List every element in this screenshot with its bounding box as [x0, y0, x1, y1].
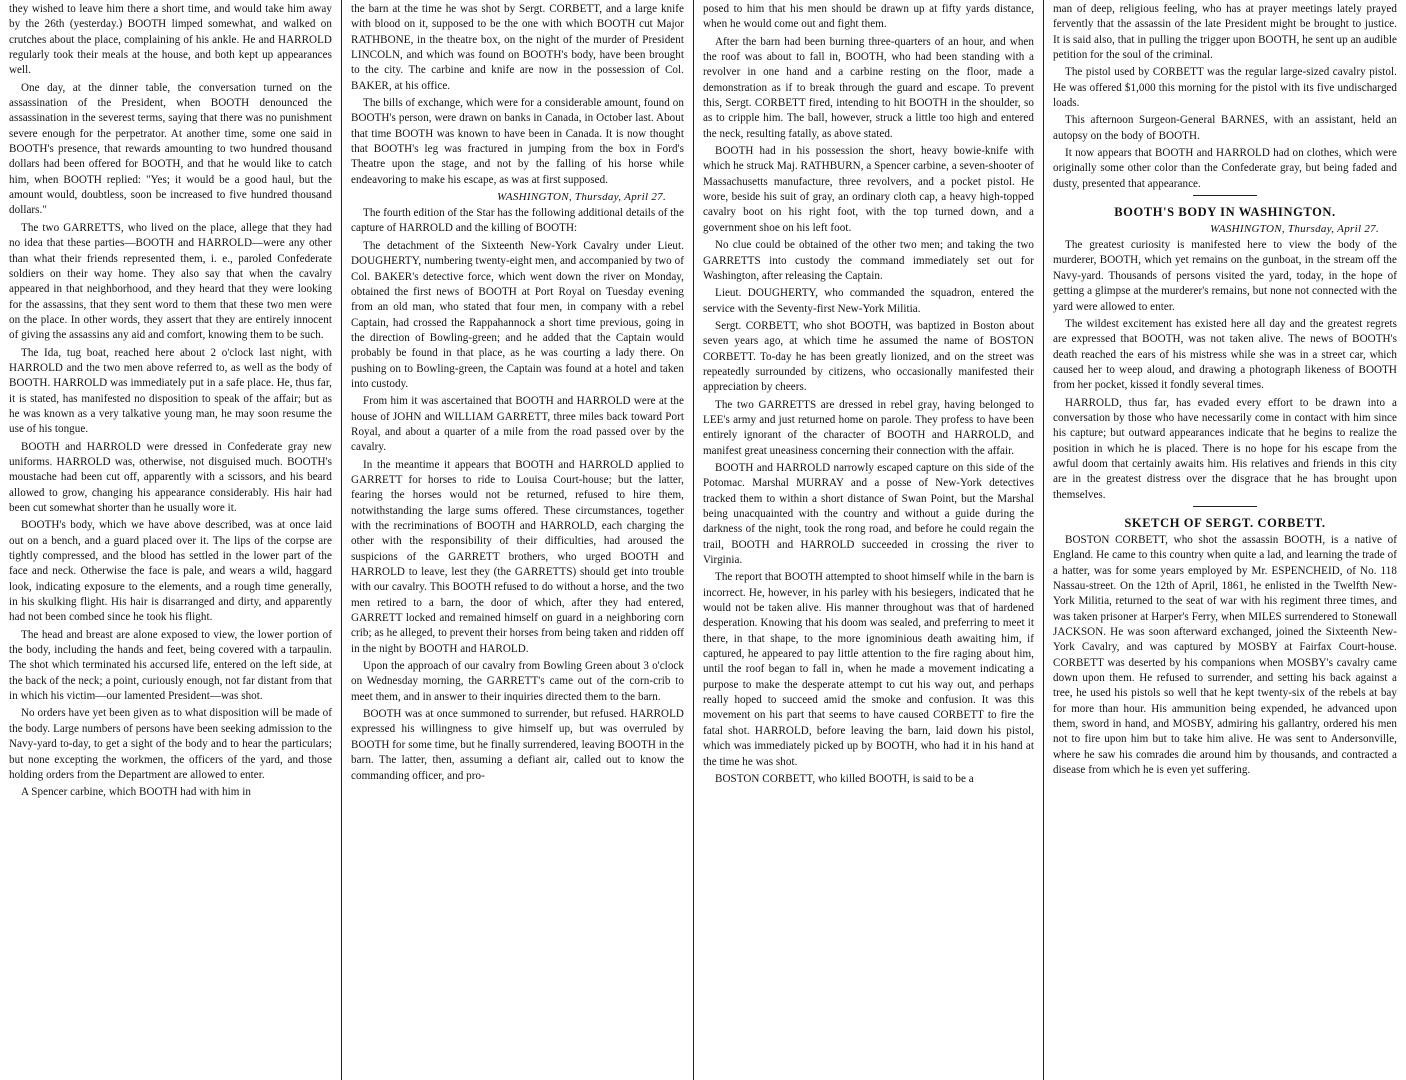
article-paragraph: posed to him that his men should be drawn up at fifty yards distance, when he would come out and fight them. — [703, 3, 1034, 31]
article-paragraph: The two GARRETTS, who lived on the place, allege that they had no idea that these parties—BOOTH and HARROLD—were any other than what their friends represented them, i. e., paroled Confederate soldiers on their way home. They also say that when the cavalry appeared in that neighborhood, and they heard that they were looking for the assassins, that they sent word to them that these two men were on the place. In other words, they assert that they are entirely innocent of giving the assassins any aid and comfort, knowing them to be such. — [9, 221, 332, 342]
article-paragraph: In the meantime it appears that BOOTH and HARROLD applied to GARRETT for horses to ride to Louisa Court-house; but the latter, fearing the horses would not be returned, refused to hire them, notwithstanding the large sums offered. These circumstances, together with the recriminations of BOOTH and HARROLD, each charging the other with the responsibility of their difficulties, had aroused the suspicions of the GARRETT brothers, who urged BOOTH and HARROLD to leave, lest they (the GARRETTS) should get into trouble with our cavalry. This BOOTH refused to do without a horse, and the two men retired to a barn, the door of which, after they had entered, GARRETT locked and remained himself on guard in a neighboring corn crib; as he alleged, to prevent their horses from being taken and ridden off in the night by BOOTH and HAROLD. — [351, 458, 684, 655]
article-paragraph: BOOTH had in his possession the short, heavy bowie-knife with which he struck Maj. RATHBURN, a Spencer carbine, a seven-shooter of Massachusetts manufacture, three revolvers, and a pocket pistol. He wore, beside his suit of gray, an ordinary cloth cap, a heavy high-topped cavalry boot on his right foot, with the top turned down, and a government shoe on his left foot. — [703, 145, 1034, 234]
article-paragraph: the barn at the time he was shot by Sergt. CORBETT, and a large knife with blood on it, supposed to be the one with which BOOTH cut Major RATHBONE, in the theatre box, on the night of the murder of President LINCOLN, and which was found on BOOTH's body, have been brought to the city. The carbine and knife are now in the possession of Col. BAKER, at his office. — [351, 3, 684, 92]
article-paragraph: One day, at the dinner table, the conversation turned on the assassination of the President, when BOOTH denounced the assassination in the severest terms, saying that there was no punishment severe enough for the perpetrator. At another time, some one said in BOOTH's presence, that rewards amounting to two hundred thousand dollars had been offered for BOOTH, and that he would like to catch him, when BOOTH replied: "Yes; it would be a good haul, but the amount would, doubtless, soon be increased to five hundred thousand dollars." — [9, 81, 332, 217]
article-paragraph: The report that BOOTH attempted to shoot himself while in the barn is incorrect. He, however, in his parley with his besiegers, indicated that he would not be taken alive. His manner throughout was that of hardened desperation. Knowing that his doom was sealed, and preferring to meet it there, in that shape, to the more ignominious death awaiting him, if captured, he appeared to pay little attention to the fire raging about him, until the roof began to fall in, when he made a movement indicating a purpose to make the desperate attempt to cut his way out, and perhaps really hoped to succeed amid the smoke and confusion. It was this movement on his part that seems to have caused CORBETT to fire the fatal shot. HARROLD, before leaving the barn, laid down his pistol, which was immediately picked up by BOOTH, who had it in his hand at the time he was shot. — [703, 571, 1034, 768]
article-paragraph: BOSTON CORBETT, who killed BOOTH, is said to be a — [715, 772, 974, 785]
section-headline: SKETCH OF SERGT. CORBETT. — [1124, 515, 1326, 530]
article-paragraph: After the barn had been burning three-quarters of an hour, and when the roof was about to fall in, BOOTH, who had been standing with a revolver in one hand and a carbine resting on the floor, made a demonstration as if to break through the guard and escape. To prevent this, Sergt. CORBETT fired, intending to hit BOOTH in the shoulder, so as to cripple him. The ball, however, struck a little too high and entered the neck, resulting fatally, as above stated. — [703, 35, 1034, 140]
article-paragraph: It now appears that BOOTH and HARROLD had on clothes, which were originally some other color than the Confederate gray, but being faded and dusty, presented that appearance. — [1053, 147, 1397, 190]
article-paragraph: The pistol used by CORBETT was the regular large-sized cavalry pistol. He was offered $1,000 this morning for the pistol with its five undischarged loads. — [1053, 66, 1397, 110]
dateline: WASHINGTON, Thursday, April 27. — [1210, 223, 1379, 236]
article-paragraph: Lieut. DOUGHERTY, who commanded the squadron, entered the service with the Seventy-first New-York Militia. — [703, 287, 1034, 315]
article-paragraph: BOOTH was at once summoned to surrender, but refused. HARROLD expressed his willingness to give himself up, but was overruled by BOOTH for some time, but he finally surrendered, leaving BOOTH in the barn. The latter, then, assuming a defiant air, called out to know the commanding officer, and pro- — [351, 708, 684, 782]
article-paragraph: BOOTH's body, which we have above described, was at once laid out on a bench, and a guard placed over it. The lips of the corpse are tightly compressed, and the blood has settled in the lower part of the face and neck. Otherwise the face is pale, and wears a wild, haggard look, indicating exposure to the elements, and a rough time generally, in his skulking flight. His hair is disarranged and dirty, and apparently had not been combed since he took his flight. — [9, 519, 332, 624]
article-paragraph: The bills of exchange, which were for a considerable amount, found on BOOTH's person, were drawn on banks in Canada, in October last. About that time BOOTH was known to have been in Canada. It is now thought that BOOTH's leg was fractured in jumping from the box in Ford's Theatre upon the stage, and not by the falling of his horse while endeavoring to make his escape, as was at first supposed. — [351, 97, 684, 186]
article-paragraph: HARROLD, thus far, has evaded every effort to be drawn into a conversation by those who have necessarily come in contact with him since his capture; but outward appearances indicate that he begins to realize the position in which he is placed. There is no hope for his escape from the awful doom that certainly awaits him. His relatives and friends in this city are in the greatest distress over the disgrace that he has brought upon themselves. — [1053, 396, 1397, 501]
article-paragraph: BOOTH and HARROLD were dressed in Confederate gray new uniforms. HARROLD was, otherwise, not disguised much. BOOTH's moustache had been cut off, apparently with a scissors, and his beard allowed to grow, changing his appearance considerably. His hair had been cut somewhat shorter than he usually wore it. — [9, 440, 332, 514]
article-paragraph: The Ida, tug boat, reached here about 2 o'clock last night, with HARROLD and the two men above referred to, as well as the body of BOOTH. HARROLD was immediately put in a safe place. He, thus far, it is stated, has manifested no disposition to speak of the affair; but as he was known as a very talkative young man, he may soon resume the use of his tongue. — [9, 346, 332, 436]
article-paragraph: From him it was ascertained that BOOTH and HARROLD were at the house of JOHN and WILLIAM GARRETT, three miles back toward Port Royal, and about a quarter of a mile from the road passed over by the cavalry. — [351, 395, 684, 454]
article-paragraph: No clue could be obtained of the other two men; and taking the two GARRETTS into custody the command immediately set out for Washington, after releasing the Captain. — [703, 239, 1034, 282]
article-paragraph: The detachment of the Sixteenth New-York Cavalry under Lieut. DOUGHERTY, numbering twenty-eight men, and accompanied by two of Col. BAKER's detective force, which went down the river on Monday, obtained the first news of BOOTH at Port Royal on Tuesday evening from an old man, who stated that four men, in company with a rebel Captain, had crossed the Rappahannock a short time previous, going in the direction of Bowling-green; and he added that the Captain would probably be found in that place, as he was courting a lady there. On pushing on to Bowling-green, the Captain was found at a hotel and taken into custody. — [351, 239, 684, 390]
article-paragraph: BOOTH and HARROLD narrowly escaped capture on this side of the Potomac. Marshal MURRAY and a posse of New-York detectives tracked them to within a short distance of Swan Point, but the Marshal being unacquainted with the country and without a guide during the darkness of the night, took the rong road, and before he could regain the trail, BOOTH and HARROLD succeeded in crossing the river to Virginia. — [703, 461, 1034, 567]
dateline: WASHINGTON, Thursday, April 27. — [497, 191, 666, 204]
article-paragraph: The head and breast are alone exposed to view, the lower portion of the body, including the hands and feet, being covered with a tarpaulin. The shot which terminated his accursed life, entered on the left side, at the back of the neck; a point, curiously enough, not far distant from that in which his victim—our lamented President—was shot. — [9, 628, 332, 703]
article-paragraph: The greatest curiosity is manifested here to view the body of the murderer, BOOTH, which yet remains on the gunboat, in the stream off the Navy-yard. Thousands of persons visited the yard, today, in the hope of getting a glimpse at the murderer's remains, but none not connected with the yard were allowed to enter. — [1053, 239, 1397, 313]
column-2 — [342, 0, 694, 1080]
column-1 — [0, 0, 342, 1080]
article-paragraph: they wished to leave him there a short time, and would take him away by the 26th (yesterday.) BOOTH limped somewhat, and walked on crutches about the place, complaining of his ankle. He and HARROLD regularly took their meals at the house, and both kept up appearances well. — [9, 3, 332, 77]
article-paragraph: The fourth edition of the Star has the following additional details of the capture of HARROLD and the killing of BOOTH: — [351, 207, 684, 235]
article-paragraph: The wildest excitement has existed here all day and the greatest regrets are expressed that BOOTH, was not taken alive. The news of BOOTH's death reached the ears of his mistress while she was in a street car, which caused her to weep aloud, and drawing a photograph likeness of BOOTH from her pocket, kissed it fondly several times. — [1053, 317, 1397, 392]
article-paragraph: This afternoon Surgeon-General BARNES, with an assistant, held an autopsy on the body of BOOTH. — [1053, 114, 1397, 142]
article-paragraph: Upon the approach of our cavalry from Bowling Green about 3 o'clock on Wednesday morning, the GARRETT's came out of the corn-crib to meet them, and in answer to their inquiries directed them to the barn. — [351, 660, 684, 703]
section-headline: BOOTH'S BODY IN WASHINGTON. — [1114, 205, 1336, 220]
column-4 — [1044, 0, 1406, 1080]
column-3 — [694, 0, 1044, 1080]
section-divider — [1193, 506, 1257, 507]
article-paragraph: The two GARRETTS are dressed in rebel gray, having belonged to LEE's army and just returned home on parole. They profess to have been entirely ignorant of the character of BOOTH and HARROLD, and manifest great uneasiness concerning their connection with the affair. — [703, 398, 1034, 457]
article-paragraph: No orders have yet been given as to what disposition will be made of the body. Large numbers of persons have been seeking admission to the Navy-yard to-day, to get a sight of the body and to hear the particulars; but none excepting the workmen, the officers of the yard, and those holding orders from the Department are allowed to enter. — [9, 707, 332, 781]
article-paragraph: Sergt. CORBETT, who shot BOOTH, was baptized in Boston about seven years ago, at which time he assumed the name of BOSTON CORBETT. To-day he has been greatly lionized, and on the street was repeatedly surrounded by citizens, who occasionally manifested their appreciation by cheers. — [703, 319, 1034, 394]
article-paragraph: BOSTON CORBETT, who shot the assassin BOOTH, is a native of England. He came to this country when quite a lad, and learning the trade of a hatter, was for some years employed by Mr. ESPENCHEID, of No. 118 Nassau-street. On the 12th of April, 1861, he enlisted in the Twelfth New-York Militia, returned to the seat of war with his regiment three times, and was taken prisoner at Harper's Ferry, when MILES surrendered to Stonewall JACKSON. He was soon afterward exchanged, joined the Sixteenth New-York Cavalry, and was captured by MOSBY at Fairfax Court-house. CORBETT was deserted by his companions when MOSBY's cavalry came down upon them. He refused to surrender, and setting his back against a tree, he used his pistols so well that he kept twenty-six of the rebels at bay for more than hour. His ammunition being expended, he advanced upon them, sword in hand, and MOSBY, admiring his gallantry, ordered his men not to fire upon him but to take him alive. He was sent to Andersonville, where he saw his comrades die around him by thousands, and contracted a disease from which he is even yet suffering. — [1053, 533, 1397, 777]
section-divider — [1193, 195, 1257, 196]
article-paragraph: A Spencer carbine, which BOOTH had with him in — [21, 786, 251, 799]
article-paragraph: man of deep, religious feeling, who has at prayer meetings lately prayed fervently that the assassin of the late President might be brought to justice. It is said also, that in pulling the trigger upon BOOTH, he sent up an audible petition for the soul of the criminal. — [1053, 3, 1397, 62]
